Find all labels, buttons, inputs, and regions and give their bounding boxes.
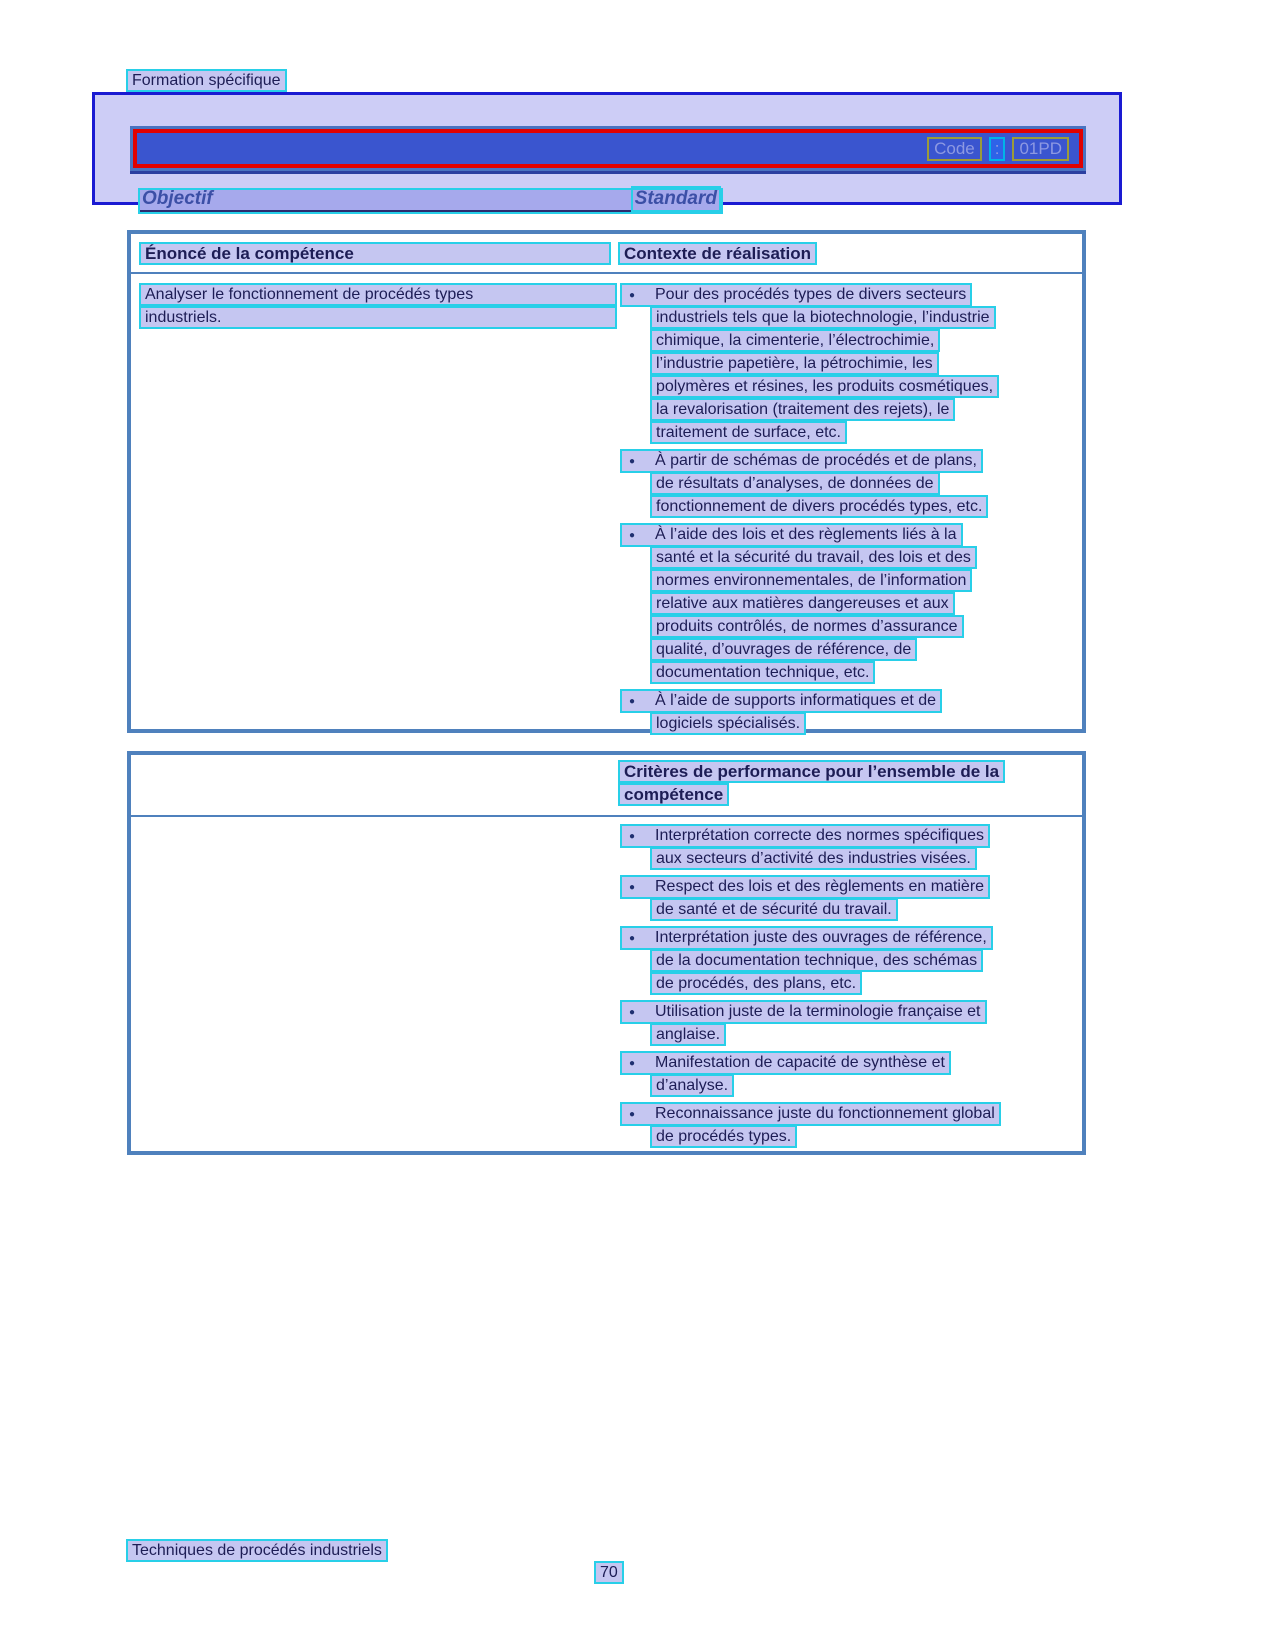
contexte-bullet-item	[618, 449, 1080, 518]
criteres-cell	[618, 824, 1080, 1148]
bullet-line	[620, 1000, 1080, 1023]
bullet-lines	[618, 1051, 1080, 1097]
section-label-text: Formation spécifique	[126, 69, 287, 92]
bullet-line-text: aux secteurs d’activité des industries visées.	[650, 847, 977, 870]
code-group	[927, 137, 1069, 161]
criteres-table-header	[131, 755, 1082, 817]
criteres-bullet-item	[618, 1102, 1080, 1148]
objectif-standard-line	[140, 190, 721, 212]
objectif-standard-row	[138, 188, 723, 214]
enonce-line	[139, 306, 617, 329]
bullet-line-text: logiciels spécialisés.	[650, 712, 806, 735]
bullet-line	[650, 329, 1080, 352]
contexte-bullet-item	[618, 283, 1080, 444]
bullet-line	[650, 546, 1080, 569]
bullet-line-text: ● Manifestation de capacité de synthèse et	[620, 1051, 951, 1075]
bullet-line	[650, 569, 1080, 592]
bullet-line-text: ● À l’aide de supports informatiques et de	[620, 689, 942, 713]
bullet-line-text: de résultats d’analyses, de données de	[650, 472, 940, 495]
bullet-line	[620, 449, 1080, 472]
bullet-line	[650, 352, 1080, 375]
bullet-line	[620, 926, 1080, 949]
bullet-line-text: documentation technique, etc.	[650, 661, 875, 684]
criteres-bullet-item	[618, 875, 1080, 921]
title-bar	[133, 129, 1083, 168]
header-enonce-text: Énoncé de la compétence	[139, 242, 611, 265]
bullet-line-text: ● À l’aide des lois et des règlements liés à la	[620, 523, 963, 547]
contexte-bullet-item	[618, 689, 1080, 735]
bullet-line-text: de procédés types.	[650, 1125, 797, 1148]
bullet-line	[650, 712, 1080, 735]
competence-table	[127, 230, 1086, 733]
bullet-line-text: anglaise.	[650, 1023, 726, 1046]
bullet-line	[650, 661, 1080, 684]
bullet-line	[620, 1102, 1080, 1125]
bullet-line-text: traitement de surface, etc.	[650, 421, 847, 444]
bullet-line-text: la revalorisation (traitement des rejets), le	[650, 398, 955, 421]
section-label	[126, 69, 287, 92]
bullet-line	[650, 1125, 1080, 1148]
bullet-line-text: de santé et de sécurité du travail.	[650, 898, 898, 921]
bullet-line	[650, 421, 1080, 444]
title-bar-frame	[130, 126, 1086, 174]
bullet-line-text: qualité, d’ouvrages de référence, de	[650, 638, 917, 661]
bullet-line-text: ● À partir de schémas de procédés et de plans,	[620, 449, 983, 473]
title-panel	[92, 92, 1122, 209]
bullet-line-text: ● Interprétation correcte des normes spécifiques	[620, 824, 990, 848]
code-separator: :	[989, 137, 1006, 161]
criteres-header-text: Critères de performance pour l’ensemble de la	[618, 760, 1005, 783]
bullet-lines	[618, 449, 1080, 518]
bullet-line-text: de procédés, des plans, etc.	[650, 972, 862, 995]
bullet-line	[650, 306, 1080, 329]
footer-program-label	[126, 1539, 388, 1562]
header-criteres	[618, 760, 1005, 806]
bullet-line-text: produits contrôlés, de normes d’assurance	[650, 615, 964, 638]
bullet-line-text: relative aux matières dangereuses et aux	[650, 592, 955, 615]
criteres-header-line	[618, 760, 1005, 783]
bullet-line-text: de la documentation technique, des schémas	[650, 949, 983, 972]
bullet-line	[650, 495, 1080, 518]
criteres-bullet-item	[618, 1000, 1080, 1046]
bullet-lines	[618, 1000, 1080, 1046]
bullet-lines	[618, 283, 1080, 444]
bullet-line-text: d’analyse.	[650, 1074, 734, 1097]
bullet-line-text: ● Utilisation juste de la terminologie française et	[620, 1000, 987, 1024]
standard-heading: Standard	[631, 186, 721, 212]
bullet-lines	[618, 1102, 1080, 1148]
bullet-lines	[618, 689, 1080, 735]
bullet-line-text: fonctionnement de divers procédés types, etc.	[650, 495, 988, 518]
contexte-bullet-item	[618, 523, 1080, 684]
criteres-bullet-item	[618, 926, 1080, 995]
objectif-heading: Objectif	[142, 188, 213, 209]
criteres-header-text: compétence	[618, 783, 729, 806]
criteres-table	[127, 751, 1086, 1155]
bullet-lines	[618, 523, 1080, 684]
bullet-line	[650, 1023, 1080, 1046]
bullet-lines	[618, 875, 1080, 921]
bullet-line	[620, 824, 1080, 847]
bullet-line	[620, 523, 1080, 546]
bullet-line	[650, 949, 1080, 972]
criteres-bullet-item	[618, 1051, 1080, 1097]
page-number	[594, 1561, 624, 1584]
bullet-line-text: chimique, la cimenterie, l’électrochimie,	[650, 329, 940, 352]
bullet-line	[650, 472, 1080, 495]
bullet-line-text: industriels tels que la biotechnologie, l’industrie	[650, 306, 996, 329]
bullet-line-text: polymères et résines, les produits cosmétiques,	[650, 375, 999, 398]
page-number-text: 70	[594, 1561, 624, 1584]
criteres-header-line	[618, 783, 1005, 806]
bullet-line-text: l’industrie papetière, la pétrochimie, les	[650, 352, 939, 375]
enonce-line	[139, 283, 617, 306]
bullet-line	[650, 615, 1080, 638]
contexte-cell	[618, 283, 1080, 735]
bullet-lines	[618, 926, 1080, 995]
bullet-line	[650, 847, 1080, 870]
bullet-line	[650, 398, 1080, 421]
bullet-line	[650, 898, 1080, 921]
criteres-bullet-item	[618, 824, 1080, 870]
enonce-line-text: industriels.	[139, 306, 617, 329]
bullet-line-text: santé et la sécurité du travail, des lois et des	[650, 546, 977, 569]
bullet-line-text: normes environnementales, de l’information	[650, 569, 972, 592]
footer-program-text: Techniques de procédés industriels	[126, 1539, 388, 1562]
code-value: 01PD	[1012, 137, 1069, 161]
bullet-line	[620, 875, 1080, 898]
enonce-cell	[139, 283, 617, 329]
bullet-line	[650, 638, 1080, 661]
bullet-line	[650, 375, 1080, 398]
bullet-line	[620, 1051, 1080, 1074]
header-enonce	[139, 242, 611, 265]
header-contexte-text: Contexte de réalisation	[618, 242, 817, 265]
bullet-line-text: ● Respect des lois et des règlements en matière	[620, 875, 990, 899]
bullet-line-text: ● Interprétation juste des ouvrages de référence,	[620, 926, 993, 950]
bullet-line	[650, 592, 1080, 615]
bullet-line-text: ● Pour des procédés types de divers secteurs	[620, 283, 972, 307]
enonce-line-text: Analyser le fonctionnement de procédés types	[139, 283, 617, 306]
code-label: Code	[927, 137, 982, 161]
bullet-line	[650, 972, 1080, 995]
header-contexte	[618, 242, 817, 265]
bullet-line-text: ● Reconnaissance juste du fonctionnement global	[620, 1102, 1001, 1126]
bullet-line	[620, 283, 1080, 306]
competence-table-header	[131, 234, 1082, 274]
bullet-line	[620, 689, 1080, 712]
bullet-line	[650, 1074, 1080, 1097]
bullet-lines	[618, 824, 1080, 870]
